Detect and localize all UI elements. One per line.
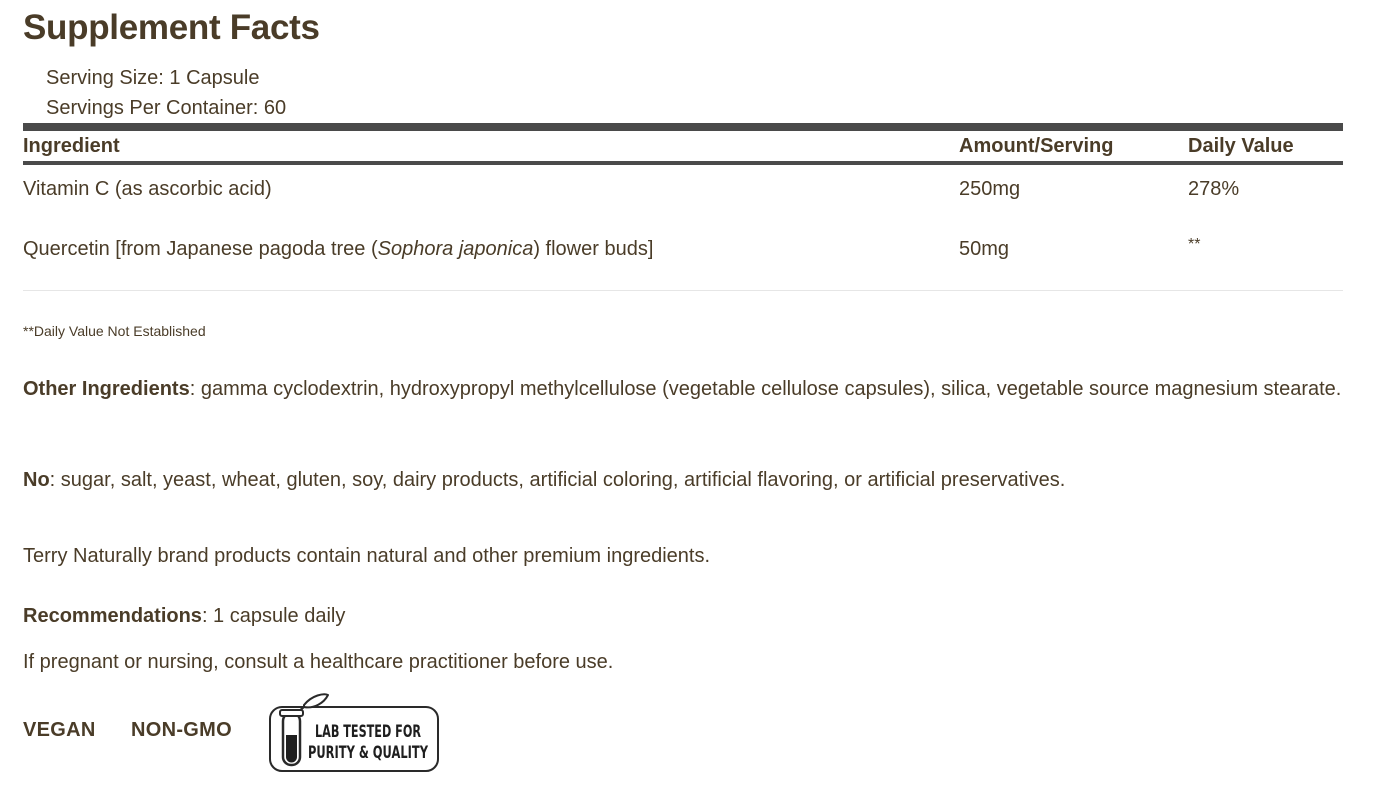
excluded-ingredients — [23, 465, 1343, 496]
row-ingredient — [23, 238, 653, 261]
table-header-rule — [23, 161, 1343, 165]
serving-size: Serving Size: 1 Capsule — [46, 67, 260, 89]
other-ingredients-label: Other Ingredients — [23, 378, 190, 400]
header-daily-value: Daily Value — [1188, 135, 1294, 157]
page-title: Supplement Facts — [23, 8, 320, 47]
lab-tested-badge — [268, 693, 440, 775]
non-gmo-badge: NON-GMO — [131, 719, 232, 741]
header-amount: Amount/Serving — [959, 135, 1114, 157]
other-ingredients-text: : gamma cyclodextrin, hydroxypropyl methylcellulose (vegetable cellulose capsules), silica, vegetable source magnesium stearate. — [189, 378, 1342, 400]
lab-tested-line1: LAB TESTED FOR — [315, 722, 421, 742]
servings-per-container: Servings Per Container: 60 — [46, 97, 287, 119]
table-bottom-divider — [23, 290, 1343, 291]
pregnancy-warning: If pregnant or nursing, consult a healthcare practitioner before use. — [23, 651, 614, 673]
ingredient-text: Quercetin [from Japanese pagoda tree ( — [23, 238, 378, 260]
row-amount: 250mg — [959, 178, 1021, 200]
recommendations-label: Recommendations — [23, 605, 202, 627]
ingredient-text: ) flower buds] — [533, 238, 654, 260]
ingredient-species: Sophora japonica — [377, 238, 534, 260]
recommendations — [23, 601, 1343, 632]
row-ingredient: Vitamin C (as ascorbic acid) — [23, 178, 272, 200]
no-text: : sugar, salt, yeast, wheat, gluten, soy, dairy products, artificial coloring, artificial flavoring, or artificial preservatives. — [49, 469, 1066, 491]
row-amount: 50mg — [959, 238, 1010, 260]
table-top-rule — [23, 123, 1343, 131]
brand-note: Terry Naturally brand products contain natural and other premium ingredients. — [23, 545, 711, 567]
recommendations-text: : 1 capsule daily — [201, 605, 346, 627]
vegan-badge: VEGAN — [23, 719, 96, 741]
header-ingredient: Ingredient — [23, 135, 120, 157]
lab-tested-line2: PURITY & QUALITY — [308, 743, 429, 763]
other-ingredients — [23, 374, 1343, 405]
no-label: No — [23, 469, 50, 491]
footnote: **Daily Value Not Established — [23, 323, 206, 339]
row-daily-value: ** — [1188, 236, 1201, 253]
row-daily-value: 278% — [1188, 178, 1240, 200]
